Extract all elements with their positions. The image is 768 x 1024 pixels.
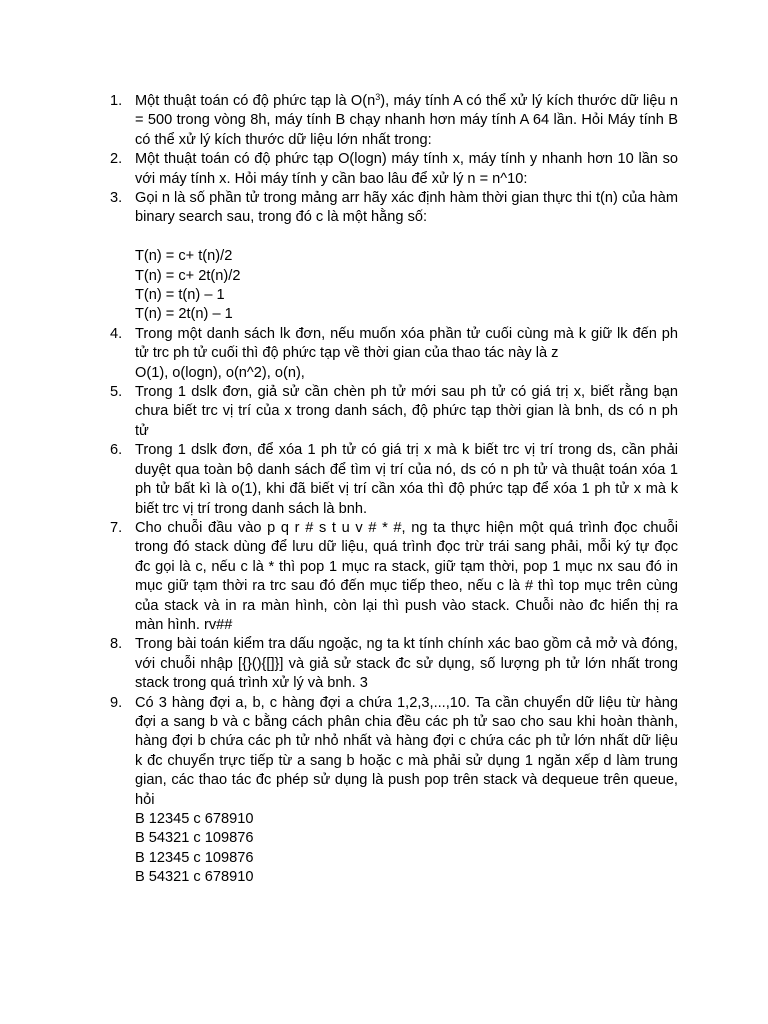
question-number: 9. xyxy=(110,694,123,711)
question-text: Có 3 hàng đợi a, b, c hàng đợi a chứa 1,2,3,...,10. Ta cần chuyển dữ liệu từ hàng đợi a sang b và c bằng cách phân chia đều các ph tử sao cho sau khi hoàn thành, hàng đợi b chứa các ph tử nhỏ nhất và hàng đợi c chứa các ph tử lớn nhất dữ liệu k đc chuyển trực tiếp từ a sang b hoặc c mà phải sử dụng 1 ngăn xếp d làm trung gian, các thao tác đc phép sử dụng là push pop trên stack và dequeue trên queue, hỏi xyxy=(135,694,678,808)
question-number: 7. xyxy=(110,519,123,536)
question-list xyxy=(110,92,678,888)
question-4 xyxy=(110,325,678,383)
answer-option: T(n) = 2t(n) – 1 xyxy=(135,306,233,323)
question-number: 5. xyxy=(110,384,123,401)
question-text: Trong bài toán kiểm tra dấu ngoặc, ng ta kt tính chính xác bao gồm cả mở và đóng, với chuỗi nhập [{}(){[]}] và giả sử stack đc sử dụng, số lượng ph tử lớn nhất trong stack trong quá trình xử lý và bnh. 3 xyxy=(135,636,678,692)
answer-option: B 54321 c 678910 xyxy=(135,869,254,886)
answer-option: T(n) = c+ 2t(n)/2 xyxy=(135,267,241,284)
question-text: Trong một danh sách lk đơn, nếu muốn xóa phần tử cuối cùng mà k giữ lk đến ph tử trc ph tử cuối thì độ phức tạp về thời gian của thao tác này là z xyxy=(135,325,678,362)
exponent: 3 xyxy=(375,92,381,102)
question-5 xyxy=(110,383,678,441)
question-6 xyxy=(110,441,678,519)
answer-option: T(n) = t(n) – 1 xyxy=(135,287,225,304)
answer-options-line: O(1), o(logn), o(n^2), o(n), xyxy=(135,364,305,381)
question-text: Gọi n là số phần tử trong mảng arr hãy xác định hàm thời gian thực thi t(n) của hàm binary search sau, trong đó c là một hằng số: xyxy=(135,190,678,226)
question-text: Trong 1 dslk đơn, để xóa 1 ph tử có giá trị x mà k biết trc vị trí trong ds, cần phải duyệt qua toàn bộ danh sách để tìm vị trí của nó, ds có n ph tử và thuật toán xóa 1 ph tử bất kì là o(1), khi đã biết vị trí cần xóa thì độ phức tạp để xóa 1 ph tử x mà k biết trc vị trí trong danh sách là bnh. xyxy=(135,442,678,517)
question-number: 8. xyxy=(110,636,123,653)
question-number: 6. xyxy=(110,442,123,459)
question-text xyxy=(135,92,678,150)
question-3 xyxy=(110,189,678,325)
answer-option: T(n) = c+ t(n)/2 xyxy=(135,248,233,265)
question-number: 3. xyxy=(110,190,123,207)
question-number: 1. xyxy=(110,93,123,109)
question-text: Trong 1 dslk đơn, giả sử cần chèn ph tử mới sau ph tử có giá trị x, biết rằng bạn chưa biết trc vị trí của x trong danh sách, độ phức tạp thời gian là bnh, ds có n ph tử xyxy=(135,384,678,439)
question-text-end: ), máy tính A có thể xử lý kích thước dữ liệu n = 500 trong vòng 8h, máy tính B chạy nhanh hơn máy tính A 64 lần. Hỏi Máy tính B có thể xử lý kích thước dữ liệu lớn nhất trong: xyxy=(135,93,679,148)
question-text-start: Một thuật toán có độ phức tạp là O(n xyxy=(135,93,376,109)
question-text: Cho chuỗi đầu vào p q r # s t u v # * #, ng ta thực hiện một quá trình đọc chuỗi trong đó stack dùng để lưu dữ liệu, quá trình đọc trừ trái sang phải, mỗi ký tự đọc đc gọi là c, nếu c là * thì pop 1 mục ra stack, giữ tạm thời, pop 1 mục nx sau đó in mục giữ tạm thời ra trc sau đó đến mục tiếp theo, nếu c là # thì top mục trên cùng của stack và in ra màn hình, còn lại thì push vào stack. Chuỗi nào đc hiển thị ra màn hình. rv## xyxy=(135,519,678,633)
question-2 xyxy=(110,150,678,189)
answer-option: B 54321 c 109876 xyxy=(135,830,254,847)
question-number: 4. xyxy=(110,325,123,342)
question-9 xyxy=(110,694,678,888)
blank-line xyxy=(135,228,678,247)
question-8 xyxy=(110,635,678,693)
question-7 xyxy=(110,519,678,635)
answer-option: B 12345 c 109876 xyxy=(135,849,254,866)
question-1 xyxy=(110,92,678,150)
answer-option: B 12345 c 678910 xyxy=(135,811,254,828)
question-number: 2. xyxy=(110,151,123,168)
question-text: Một thuật toán có độ phức tạp O(logn) máy tính x, máy tính y nhanh hơn 10 lần so với máy tính x. Hỏi máy tính y cần bao lâu để xử lý n = n^10: xyxy=(135,151,678,187)
